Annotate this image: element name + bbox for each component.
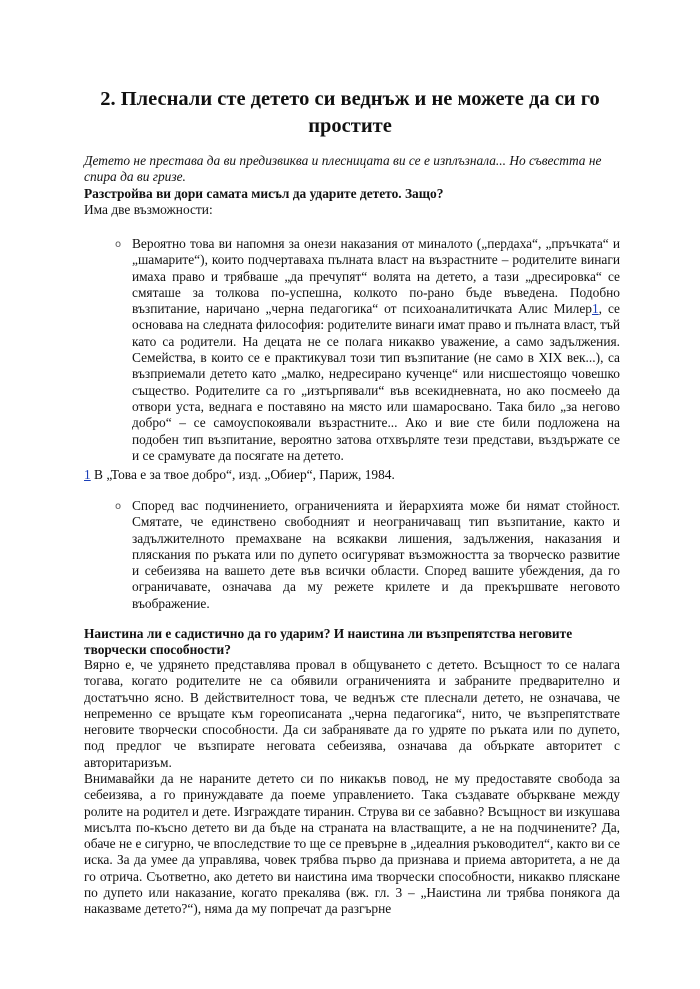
body-paragraph-2: Внимавайки да не нараните детето си по никакъв повод, не му предоставяте свобода за себеизява, а го принуждавате да поеме управлението. Така създавате объркване между ролите на родител и дете. Изграждате тиранин. Струва ви се забавно? Всъщност ви изкушава мисълта по-късно детето ви да бъде на страната на властващите, а не на подчинените? Да, обаче не е сигурно, че впоследствие то ще се превърне в „идеалния ръководител“, както ви се иска. За да умее да управлява, човек трябва първо да признава и приема авторитета, а не да го отрича. Съответно, ако детето ви наистина има творчески способности, никакво пляскане по дупето или наказание, когато прекалява (вж. гл. 3 – „Наистина ли трябва понякога да наказваме детето?“), няма да му попречат да разгърне bbox=[84, 771, 620, 917]
list-item-text: Вероятно това ви напомня за онези наказания от миналото („пердаха“, „пръчката“ и „шамарите“), които подчертаваха пълната власт на възрастните – родителите винаги имаха право и трябваше „да пречупят“ волята на детето, а тази „дресировка“ се смяташе за толкова по-успешна, колкото по-рано бъде въведена. Подобно възпитание, наричано „черна педагогика“ от психоаналитичката Алис Милер bbox=[132, 236, 620, 317]
list-item-2 bbox=[115, 498, 620, 612]
list-item-text: Според вас подчинението, ограниченията и йерархията може би нямат стойност. Смятате, че единствено свободният и неограничаващ тип възпитание, както и задължителното премахване на всякакви лишения, задължения, наказания и пляскания по ръката или по дупето осигуряват възможността за творческо развитие и себеизява на вашето дете във всички области. Според вашите убеждения, да го ограничавате, означава да му режете крилете и да прекършвате неговото въображение. bbox=[132, 498, 620, 611]
footnote-backlink[interactable]: 1 bbox=[84, 467, 91, 482]
question-heading-1: Разстройва ви дори самата мисъл да ударите детето. Защо? bbox=[84, 186, 444, 201]
bullet-marker: o bbox=[115, 239, 122, 250]
body-paragraph-1: Вярно е, че удрянето представлява провал в общуването с детето. Всъщност то се налага тогава, когато родителите не са обявили ограниченията и забраните предварително и достатъчно ясно. В действителност това, че веднъж сте плеснали детето, не означава, че непременно се връщате към гореописаната „черна педагогика“, нито, че възпрепятствате неговите творчески способности. Да си забранявате да го удряте по ръката или по дупето, под предлог че възпирате неговата себеизява, означава да объркате авторитет с авторитаризъм. bbox=[84, 657, 620, 770]
chapter-title: 2. Плеснали сте детето си веднъж и не можете да си го простите bbox=[100, 88, 600, 137]
footnote-ref-link[interactable]: 1 bbox=[591, 301, 599, 317]
intro-paragraph: Детето не престава да ви предизвиква и плесницата ви се е изплъзнала... Но съвестта не спира да ви гризе. bbox=[84, 153, 602, 185]
question-heading-2: Наистина ли е садистично да го ударим? И наистина ли възпрепятства неговите творчески способности? bbox=[84, 626, 573, 658]
lead-paragraph: Има две възможности: bbox=[84, 202, 213, 217]
footnote-text: В „Това е за твое добро“, изд. „Обиер“, Париж, 1984. bbox=[90, 467, 395, 482]
bullet-marker: o bbox=[115, 501, 122, 512]
list-item-text-cont: , се основава на следната философия: родителите винаги имат право и пълната власт, тъй като са родители. На децата не се полага никакво уважение, а само задължения. Семейства, в които се е практикувал този тип възпитание (не само в XIX век...), са възприемали детето като „малко, недресирано кученце“ или нисшестоящо човешко същество. Родителите са го „изтърпявали“ във всекидневната, но ако посмееło да отвори уста, веднага е поставяно на място или шамаросвано. Така било „за негово добро“ – се самоуспокоявали възрастните... Ако и вие сте били подложена на подобен тип възпитание, вероятно затова отхвърляте тези представи, въздържате се и се срамувате да посягате на детето. bbox=[132, 301, 620, 463]
footnote bbox=[84, 467, 620, 483]
list-item-1 bbox=[115, 236, 620, 464]
